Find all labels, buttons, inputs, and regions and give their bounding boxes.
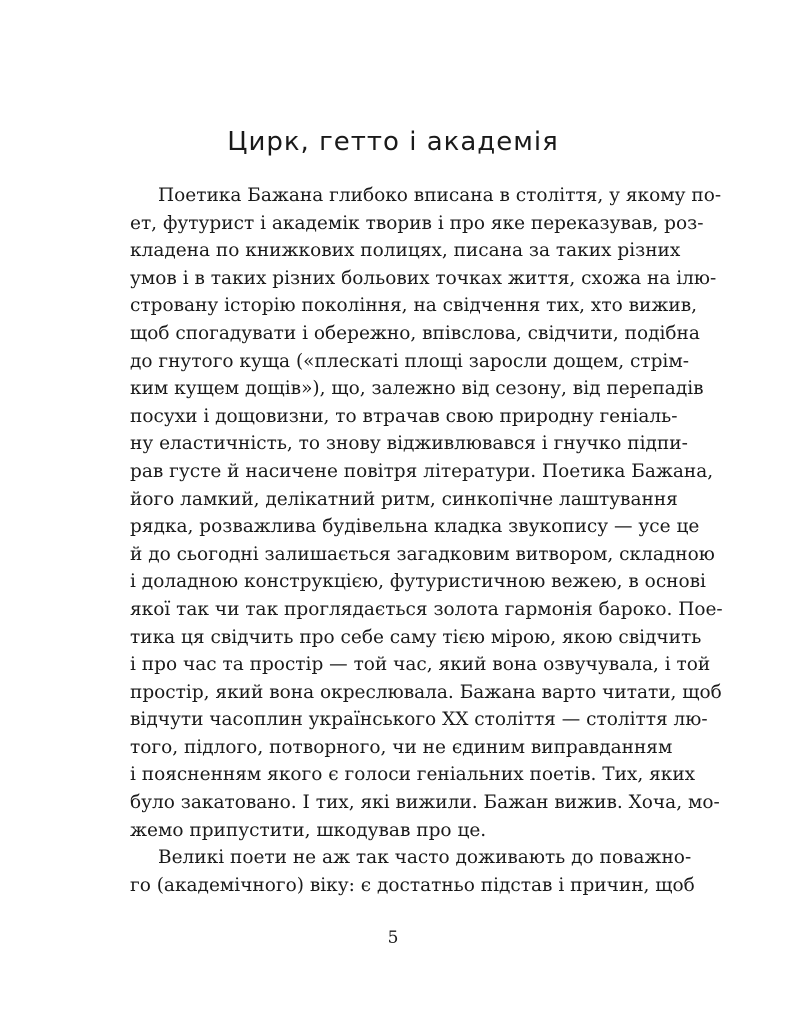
text-line: відчути часоплин українського XX століття — століття лю-	[130, 709, 708, 731]
text-line: Поетика Бажана глибоко вписана в століття, у якому по-	[158, 185, 722, 206]
text-line: якої так чи так проглядається золота гармонія бароко. Пое-	[130, 598, 723, 620]
text-line: щоб спогадувати і обережно, впівслова, свідчити, подібна	[130, 322, 700, 344]
text-line: стровану історію покоління, на свідчення тих, хто вижив,	[130, 295, 697, 317]
text-line: кладена по книжкових полицях, писана за таких різних	[130, 240, 681, 262]
text-line: посухи і дощовизни, то втрачав свою природну геніаль-	[130, 405, 678, 427]
text-line: умов і в таких різних больових точках життя, схожа на ілю-	[130, 267, 717, 289]
text-line: го (академічного) віку: є достатньо підстав і причин, щоб	[130, 874, 695, 896]
text-line: й до сьогодні залишається загадковим витвором, складною	[130, 543, 715, 565]
text-line: ет, футурист і академік творив і про яке переказував, роз-	[130, 212, 704, 234]
text-line: і про час та простір — той час, який вона озвучувала, і той	[130, 654, 711, 676]
text-line: рядка, розважлива будівельна кладка звукопису — усе це	[130, 516, 700, 538]
paragraph	[130, 844, 695, 899]
text-line: і доладною конструкцією, футуристичною вежею, в основі	[130, 571, 706, 593]
text-line: Великі поети не аж так часто доживають до поважно-	[158, 847, 692, 869]
paragraph	[130, 182, 723, 844]
text-line: жемо припустити, шкодував про це.	[130, 819, 487, 841]
text-line: і поясненням якого є голоси геніальних поетів. Тих, яких	[130, 764, 696, 786]
text-line: простір, який вона окреслювала. Бажана варто читати, щоб	[130, 681, 722, 703]
text-line: ну еластичність, то знову відживлювався і гнучко підпи-	[130, 433, 688, 455]
body-text	[130, 182, 723, 899]
text-line: до гнутого куща («плескаті площі заросли дощем, стрім-	[130, 350, 689, 372]
text-line: його ламкий, делікатний ритм, синкопічне лаштування	[130, 488, 678, 510]
text-line: того, підлого, потворного, чи не єдиним виправданням	[130, 736, 673, 758]
text-line: було закатовано. І тих, які вижили. Бажан вижив. Хоча, мо-	[130, 792, 720, 814]
page-number: 5	[387, 928, 399, 948]
text-line: ким кущем дощів»), що, залежно від сезону, від перепадів	[130, 378, 704, 400]
chapter-title: Цирк, гетто і академія	[227, 127, 559, 157]
text-line: рав густе й насичене повітря літератури. Поетика Бажана,	[130, 460, 714, 482]
text-line: тика ця свідчить про себе саму тією мірою, якою свідчить	[130, 626, 702, 648]
